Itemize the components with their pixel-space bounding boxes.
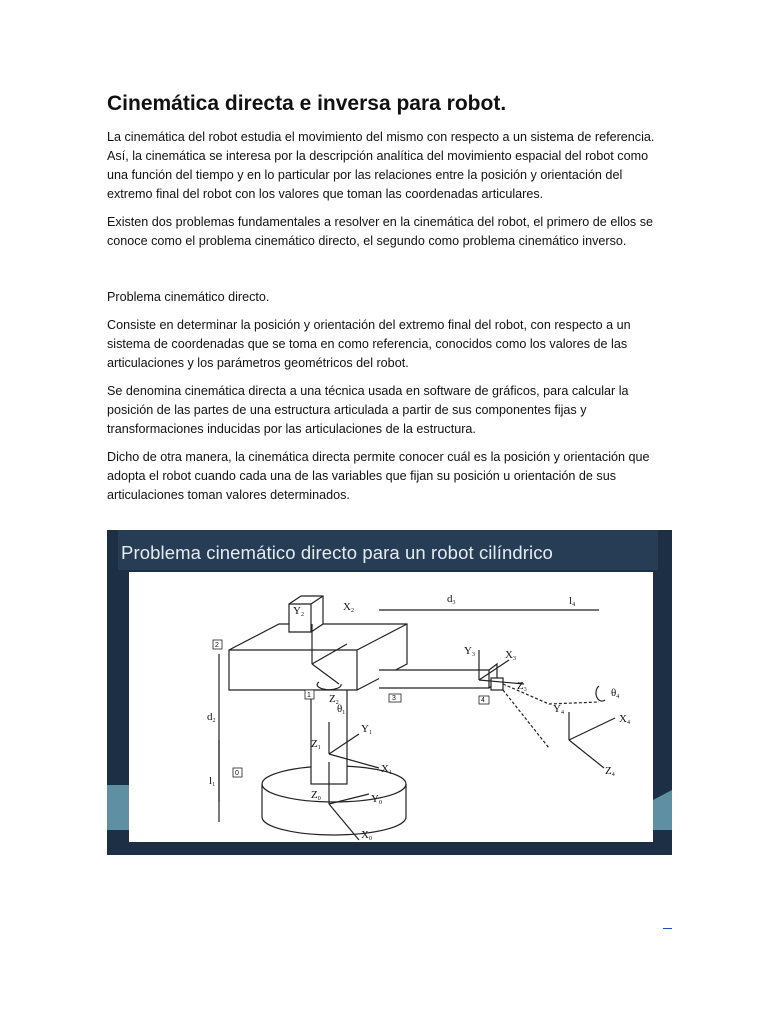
page-title: Cinemática directa e inversa para robot. <box>107 92 507 115</box>
z4-axis <box>569 740 604 768</box>
definition-paragraph: Consiste en determinar la posición y orientación del extremo final del robot, con respecto a un sistema de coordenadas que se toma en como referencia, conocidos como los valores de las articulaciones y los parámetros geométricos del robot. <box>107 318 631 370</box>
slide-corner-left <box>107 785 129 830</box>
label-l4: l4 <box>569 595 576 608</box>
label-z0: Z0 <box>311 789 321 802</box>
label-x0: X0 <box>361 829 372 842</box>
link-number-0: 0 <box>235 770 239 777</box>
label-x2: X2 <box>343 601 354 614</box>
document-body <box>107 92 667 514</box>
label-y1: Y1 <box>361 723 372 736</box>
intro-paragraph: La cinemática del robot estudia el movimiento del mismo con respecto a un sistema de referencia. Así, la cinemática se interesa por la descripción analítica del movimiento espacial del robot como una función del tiempo y en lo particular por las relaciones entre la posición y orientación del extremo final del robot con los valores que toman las coordenadas articulares. <box>107 130 655 201</box>
label-z2: Z2 <box>329 693 339 706</box>
wrist-joint <box>491 678 503 690</box>
label-z3: Z3 <box>517 680 527 693</box>
technique-paragraph: Se denomina cinemática directa a una técnica usada en software de gráficos, para calcular la posición de las partes de una estructura articulada a partir de sus componentes fijas y transformaciones inducidas por las articulaciones de la estructura. <box>107 384 629 436</box>
label-d2: d2 <box>207 711 216 724</box>
link-number-3: 3 <box>392 695 396 702</box>
robot-diagram <box>129 572 653 842</box>
label-x3: X3 <box>505 649 516 662</box>
label-z4: Z4 <box>605 765 615 778</box>
section-heading: Problema cinemático directo. <box>107 290 270 304</box>
label-y3: Y3 <box>464 645 475 658</box>
label-y2: Y2 <box>293 605 304 618</box>
slide-title: Problema cinemático directo para un robot cilíndrico <box>121 542 553 563</box>
link-number-1: 1 <box>307 692 311 699</box>
theta4-rotation-arrow <box>596 686 605 701</box>
problems-paragraph: Existen dos problemas fundamentales a resolver en la cinemática del robot, el primero de ellos se conoce como el problema cinemático directo, el segundo como problema cinemático inverso. <box>107 215 654 248</box>
label-x4: X4 <box>619 713 630 726</box>
wrist-projection-dashed-2 <box>503 690 549 748</box>
label-x1: X1 <box>381 763 392 776</box>
link-number-4: 4 <box>481 697 485 704</box>
label-y0: Y0 <box>371 793 382 806</box>
x4-axis <box>569 718 615 740</box>
slide-image <box>107 530 672 855</box>
label-d3: d3 <box>447 593 456 606</box>
cylindrical-robot-drawing <box>129 572 653 842</box>
label-z1: Z1 <box>311 738 321 751</box>
label-theta1: θ1 <box>337 703 346 716</box>
slide-corner-right <box>653 790 672 830</box>
explanation-paragraph: Dicho de otra manera, la cinemática directa permite conocer cuál es la posición y orientación que adopta el robot cuando cada una de las variables que fijan su posición u orientación de sus articulaciones toman valores determinados. <box>107 450 650 502</box>
page-footer-link[interactable] <box>663 920 672 929</box>
label-theta4: θ4 <box>611 687 620 700</box>
label-y4: Y4 <box>553 703 564 716</box>
link-number-2: 2 <box>215 642 219 649</box>
label-l1: l1 <box>209 775 216 788</box>
